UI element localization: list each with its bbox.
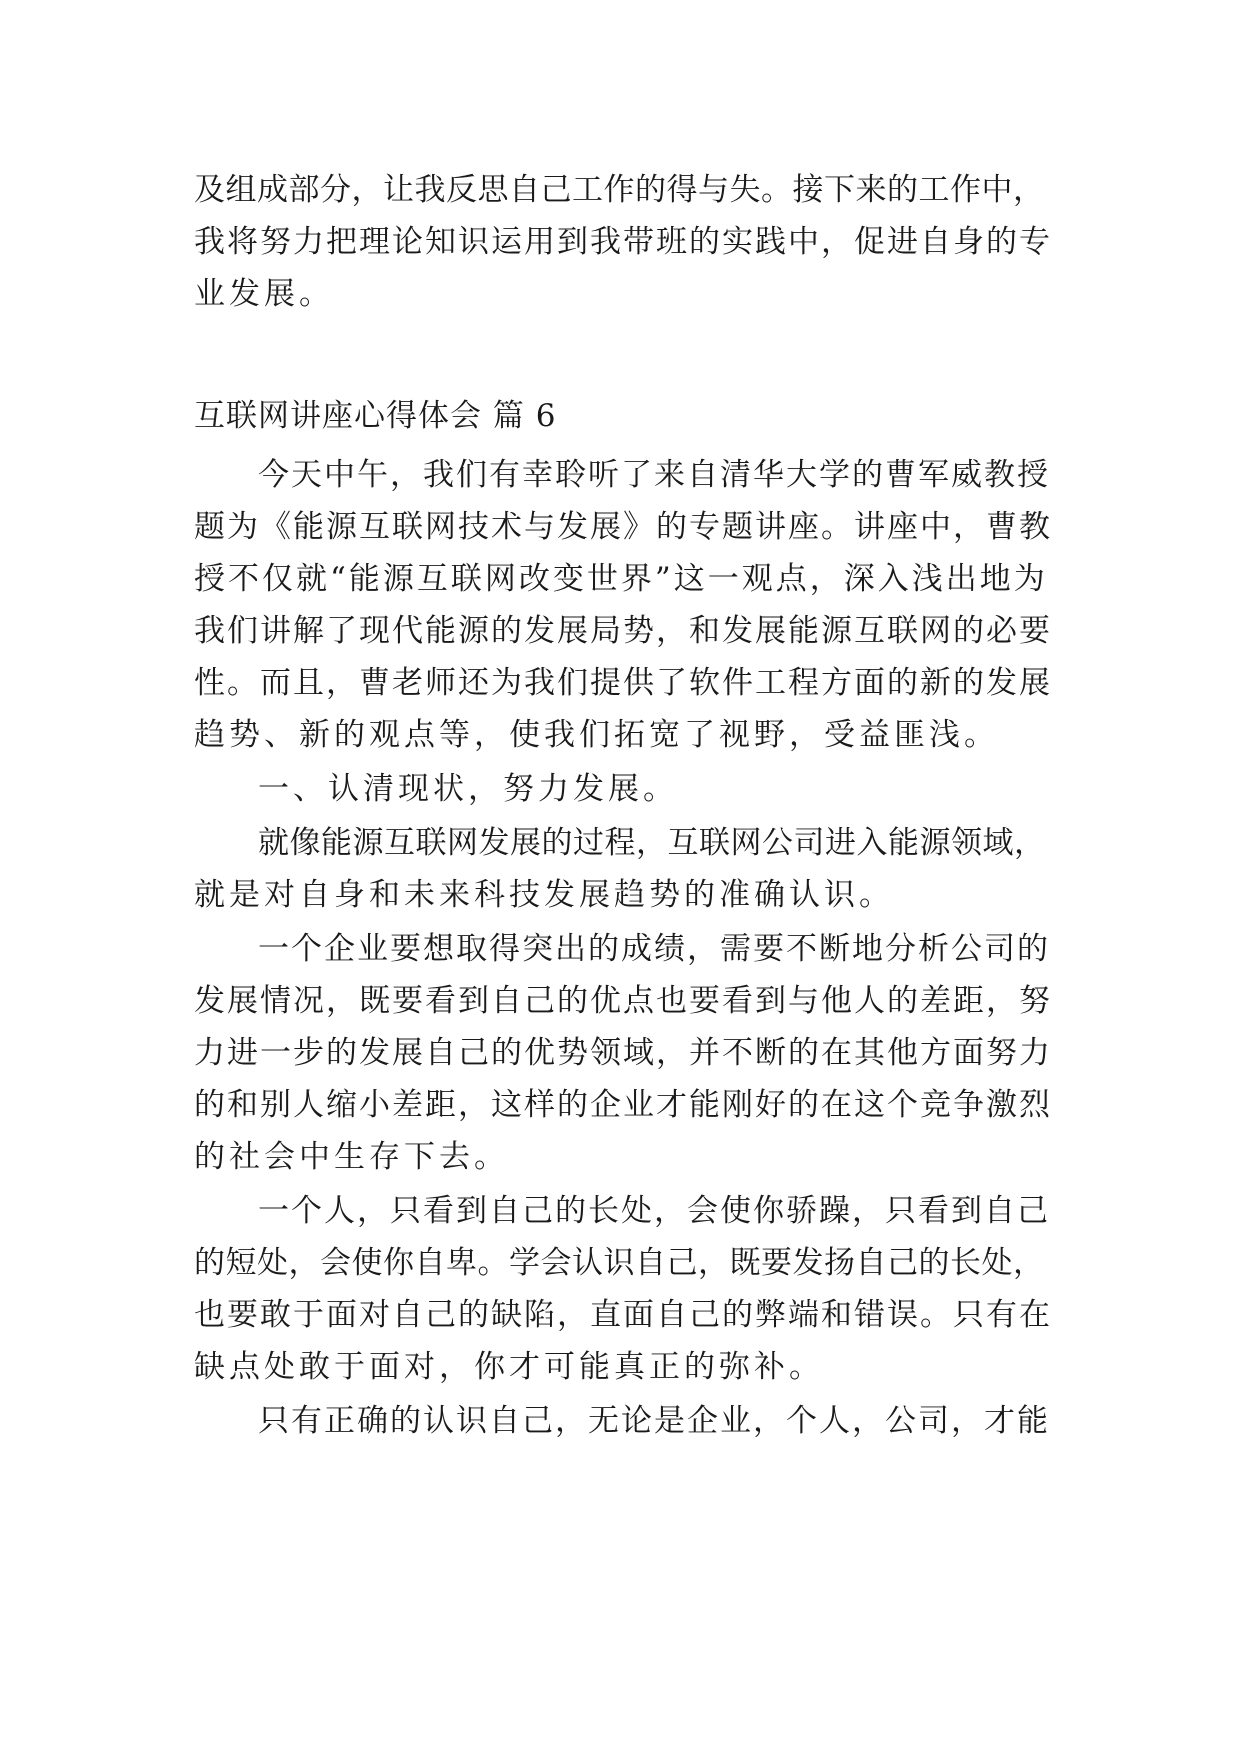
paragraph-line: 及组成部分，让我反思自己工作的得与失。接下来的工作中，	[194, 172, 1045, 208]
paragraph-line: 一个企业要想取得突出的成绩，需要不断地分析公司的	[258, 931, 1050, 967]
paragraph-line: 发展情况，既要看到自己的优点也要看到与他人的差距，努	[194, 983, 1052, 1019]
paragraph-line: 就像能源互联网发展的过程，互联网公司进入能源领域，	[258, 825, 1046, 861]
section-heading: 互联网讲座心得体会 篇 6	[194, 398, 557, 434]
paragraph-line: 也要敢于面对自己的缺陷，直面自己的弊端和错误。只有在	[194, 1297, 1052, 1333]
paragraph-line: 力进一步的发展自己的优势领域，并不断的在其他方面努力	[194, 1035, 1052, 1071]
paragraph-line: 今天中午，我们有幸聆听了来自清华大学的曹军威教授	[258, 457, 1050, 493]
paragraph-line: 的和别人缩小差距，这样的企业才能刚好的在这个竞争激烈	[194, 1087, 1052, 1123]
paragraph-line: 一个人，只看到自己的长处，会使你骄躁，只看到自己	[258, 1193, 1050, 1229]
paragraph-line: 的社会中生存下去。	[194, 1139, 509, 1175]
paragraph-line: 业发展。	[194, 276, 334, 312]
paragraph-line: 题为《能源互联网技术与发展》的专题讲座。讲座中，曹教	[194, 509, 1052, 545]
paragraph-line: 我将努力把理论知识运用到我带班的实践中，促进自身的专	[194, 224, 1052, 260]
paragraph-line: 缺点处敢于面对，你才可能真正的弥补。	[194, 1349, 824, 1385]
subheading: 一、认清现状，努力发展。	[258, 771, 678, 807]
paragraph-line: 性。而且，曹老师还为我们提供了软件工程方面的新的发展	[194, 665, 1052, 701]
paragraph-line: 趋势、新的观点等，使我们拓宽了视野，受益匪浅。	[194, 717, 999, 753]
paragraph-line: 我们讲解了现代能源的发展局势，和发展能源互联网的必要	[194, 613, 1052, 649]
paragraph-line: 就是对自身和未来科技发展趋势的准确认识。	[194, 877, 894, 913]
paragraph-line: 的短处，会使你自卑。学会认识自己，既要发扬自己的长处，	[194, 1245, 1045, 1281]
paragraph-line: 只有正确的认识自己，无论是企业，个人，公司，才能	[258, 1403, 1050, 1439]
paragraph-line: 授不仅就“能源互联网改变世界”这一观点，深入浅出地为	[194, 561, 1048, 597]
